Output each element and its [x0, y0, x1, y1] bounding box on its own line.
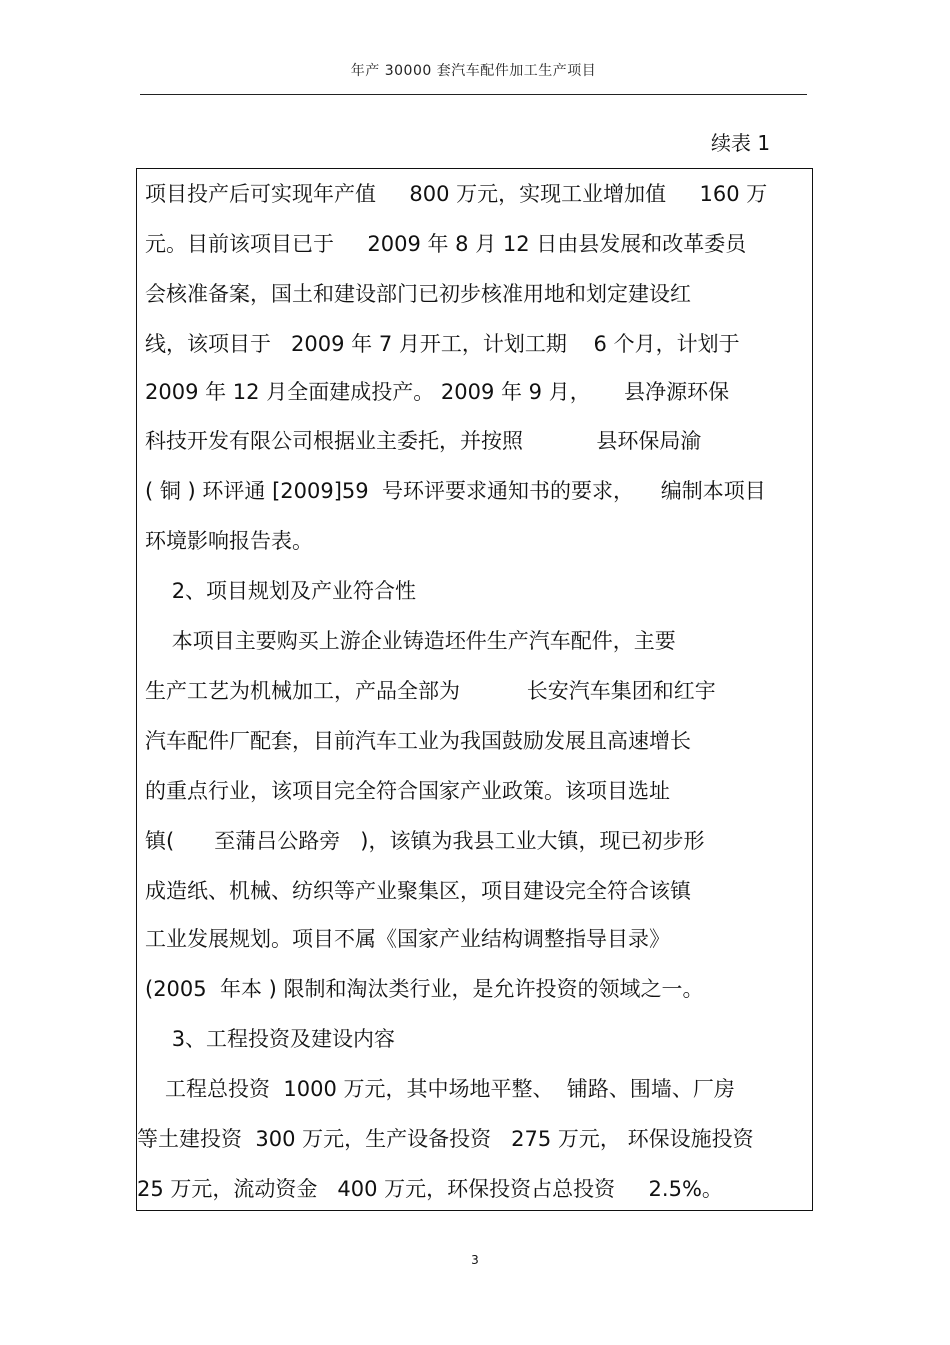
body-line: 环境影响报告表。	[145, 529, 313, 553]
table-cell-box	[136, 168, 813, 1211]
body-line: 成造纸、机械、纺织等产业聚集区，项目建设完全符合该镇	[145, 879, 691, 903]
body-line: 元。目前该项目已于 2009 年 8 月 12 日由县发展和改革委员	[145, 232, 747, 256]
body-line: 生产工艺为机械加工，产品全部为 长安汽车集团和红宇	[145, 679, 716, 703]
body-line: (2005 年本 ) 限制和淘汰类行业，是允许投资的领域之一。	[145, 977, 704, 1001]
body-line: 会核准备案，国土和建设部门已初步核准用地和划定建设红	[145, 282, 691, 306]
section-heading: 2、项目规划及产业符合性	[145, 579, 417, 603]
section-heading: 3、工程投资及建设内容	[145, 1027, 396, 1051]
body-line: 科技开发有限公司根据业主委托，并按照 县环保局渝	[145, 429, 702, 453]
body-line: 项目投产后可实现年产值 800 万元，实现工业增加值 160 万	[145, 182, 768, 206]
body-line: 等土建投资 300 万元，生产设备投资 275 万元， 环保设施投资	[137, 1127, 754, 1151]
body-line: 线，该项目于 2009 年 7 月开工，计划工期 6 个月，计划于	[145, 332, 740, 356]
body-line: ( 铜 ) 环评通 [2009]59 号环评要求通知书的要求， 编制本项目	[145, 479, 766, 503]
page-number: 3	[471, 1253, 479, 1267]
body-line: 工程总投资 1000 万元，其中场地平整、 铺路、围墙、厂房	[145, 1077, 735, 1101]
body-line: 25 万元，流动资金 400 万元，环保投资占总投资 2.5%。	[137, 1177, 723, 1201]
body-line: 汽车配件厂配套，目前汽车工业为我国鼓励发展且高速增长	[145, 729, 691, 753]
body-line: 本项目主要购买上游企业铸造坯件生产汽车配件，主要	[145, 629, 676, 653]
body-line: 镇( 至蒲吕公路旁 )，该镇为我县工业大镇，现已初步形	[145, 829, 705, 853]
body-line: 2009 年 12 月全面建成投产。 2009 年 9 月， 县净源环保	[145, 380, 730, 404]
header-rule	[140, 94, 807, 95]
page-header-title: 年产 30000 套汽车配件加工生产项目	[350, 63, 597, 79]
continued-table-label: 续表 1	[711, 131, 771, 155]
body-line: 工业发展规划。项目不属《国家产业结构调整指导目录》	[145, 927, 670, 951]
body-line: 的重点行业，该项目完全符合国家产业政策。该项目选址	[145, 779, 670, 803]
